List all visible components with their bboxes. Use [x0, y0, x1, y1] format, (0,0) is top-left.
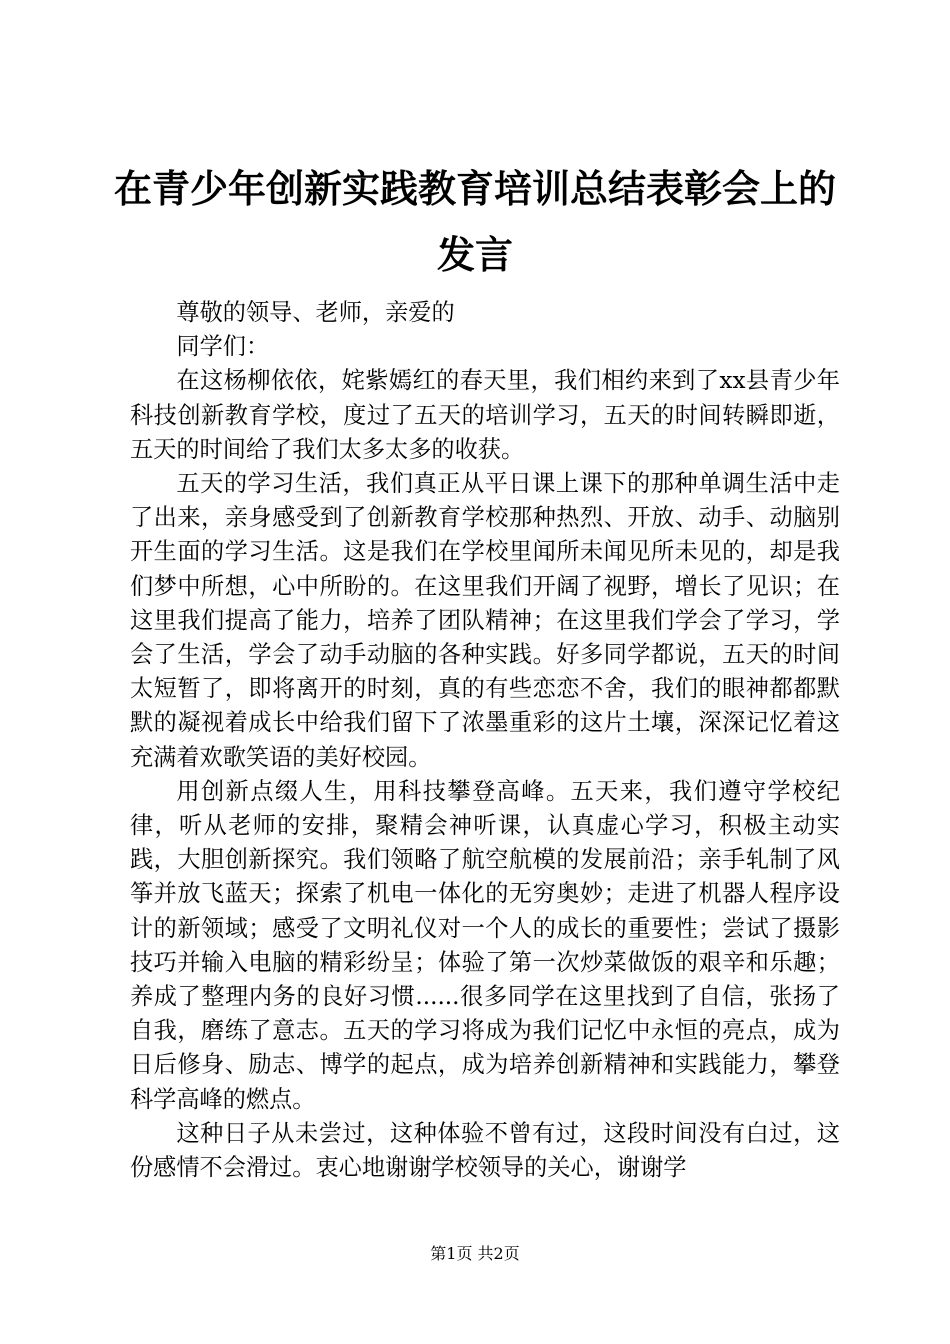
body-paragraph: 用创新点缀人生，用科技攀登高峰。五天来，我们遵守学校纪律，听从老师的安排，聚精会神听课，认真虚心学习，积极主动实践，大胆创新探究。我们领略了航空航模的发展前沿；亲手轧制了风筝并放飞蓝天；探索了机电一体化的无穷奥妙；走进了机器人程序设计的新领域；感受了文明礼仪对一个人的成长的重要性；尝试了摄影技巧并输入电脑的精彩纷呈；体验了第一次炒菜做饭的艰辛和乐趣；养成了整理内务的良好习惯......很多同学在这里找到了自信，张扬了自我，磨练了意志。五天的学习将成为我们记忆中永恒的亮点，成为日后修身、励志、博学的起点，成为培养创新精神和实践能力，攀登科学高峰的燃点。	[130, 777, 840, 1113]
body-paragraph: 五天的学习生活，我们真正从平日课上课下的那种单调生活中走了出来，亲身感受到了创新教育学校那种热烈、开放、动手、动脑别开生面的学习生活。这是我们在学校里闻所未闻见所未见的，却是我们梦中所想，心中所盼的。在这里我们开阔了视野，增长了见识；在这里我们提高了能力，培养了团队精神；在这里我们学会了学习，学会了生活，学会了动手动脑的各种实践。好多同学都说，五天的时间太短暂了，即将离开的时刻，真的有些恋恋不舍，我们的眼神都都默默的凝视着成长中给我们留下了浓墨重彩的这片土壤，深深记忆着这充满着欢歌笑语的美好校园。	[130, 470, 840, 771]
salutation-line: 尊敬的领导、老师，亲爱的	[176, 299, 455, 326]
body-paragraph: 在这杨柳依依，姹紫嫣红的春天里，我们相约来到了xx县青少年科技创新教育学校，度过了五天的培训学习，五天的时间转瞬即逝，五天的时间给了我们太多太多的收获。	[130, 367, 840, 463]
document-body	[130, 296, 840, 1185]
document-title: 在青少年创新实践教育培训总结表彰会上的发言	[113, 166, 836, 277]
salutation-line: 同学们：	[176, 333, 270, 361]
page-number-footer: 第1页 共2页	[430, 1244, 520, 1263]
body-paragraph: 这种日子从未尝过，这种体验不曾有过，这段时间没有白过，这份感情不会滑过。衷心地谢谢学校领导的关心，谢谢学	[130, 1119, 840, 1182]
